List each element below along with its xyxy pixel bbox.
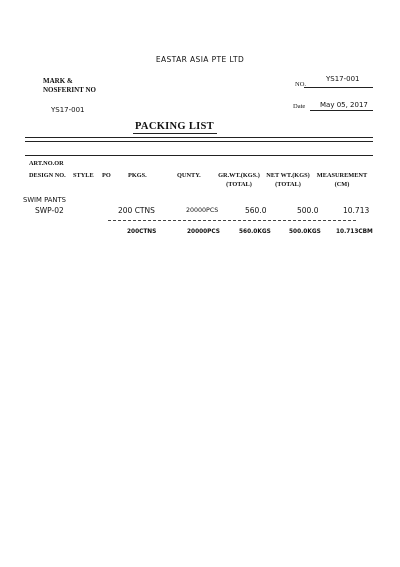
column-header-po: PO	[102, 172, 111, 179]
row-measurement: 10.713	[343, 206, 370, 215]
row-packages: 200 CTNS	[118, 206, 155, 215]
date-underline	[310, 110, 373, 111]
date-value: May 05, 2017	[320, 101, 368, 109]
column-header-style: STYLE	[73, 172, 94, 179]
title-underline	[133, 133, 217, 134]
document-number-underline	[304, 87, 373, 88]
row-net-weight: 500.0	[297, 206, 319, 215]
column-header-pkgs: PKGS.	[128, 172, 147, 179]
total-packages: 200CTNS	[127, 229, 157, 235]
row-gross-weight: 560.0	[245, 206, 267, 215]
column-header-quantity: QUNTY.	[177, 172, 201, 179]
product-group-label: SWIM PANTS	[23, 196, 66, 204]
date-label: Date	[293, 103, 306, 110]
totals-divider	[108, 220, 356, 221]
divider	[25, 141, 373, 142]
total-gross-weight: 560.0KGS	[239, 229, 271, 235]
total-quantity: 20000PCS	[187, 229, 220, 235]
divider	[25, 155, 373, 156]
column-header-gross-weight: GR.WT.(KGS.) (TOTAL)	[218, 172, 260, 188]
divider	[25, 137, 373, 138]
mark-label: MARK & NOSFERINT NO	[43, 77, 96, 94]
column-header-net-weight: NET WT.(KGS) (TOTAL)	[266, 172, 310, 188]
row-style: SWP-02	[35, 206, 64, 215]
mark-value: YS17-001	[51, 106, 85, 114]
column-header-measurement: MEASUREMENT (CM)	[316, 172, 368, 188]
column-header-design-no: DESIGN NO.	[29, 172, 66, 179]
total-net-weight: 500.0KGS	[289, 229, 321, 235]
company-name: EASTAR ASIA PTE LTD	[155, 55, 245, 64]
page-title: PACKING LIST	[135, 121, 214, 132]
document-number-value: YS17-001	[326, 75, 360, 83]
column-header-art-no: ART.NO.OR	[29, 160, 64, 167]
row-quantity: 20000PCS	[186, 207, 219, 214]
document-number-label: NO.	[295, 81, 307, 88]
total-measurement: 10.713CBM	[336, 229, 373, 235]
